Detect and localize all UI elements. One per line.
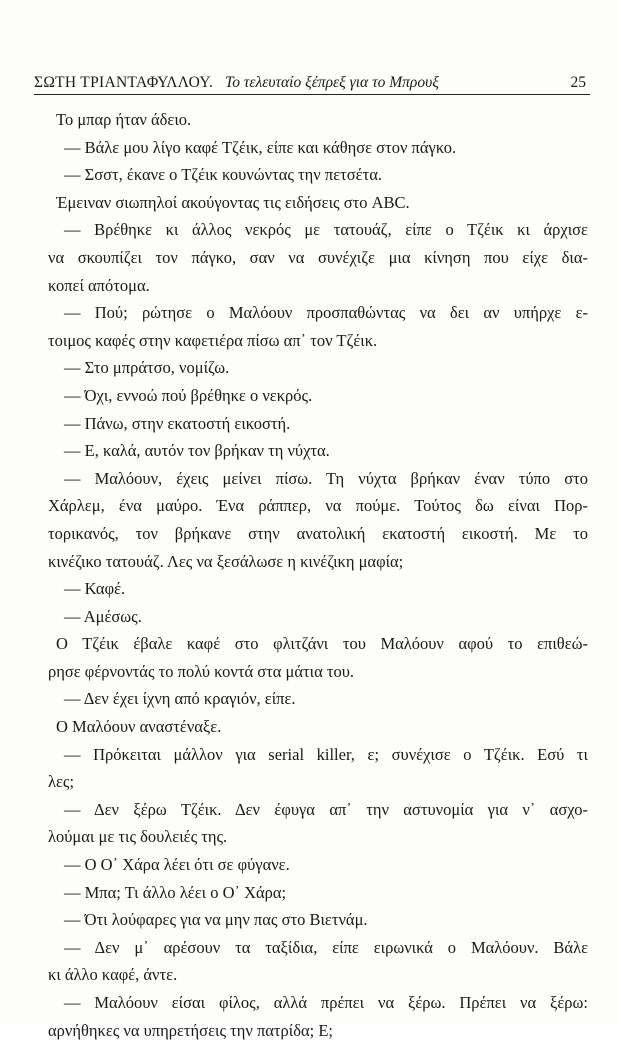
text-line: λούμαι με τις δουλειές της. <box>48 827 228 847</box>
running-head-book-title: Το τελευταίο ξέπρεξ για το Μπρουξ <box>225 74 439 91</box>
text-line: — Καφέ. <box>64 579 126 599</box>
text-line: Το μπαρ ήταν άδειο. <box>56 110 192 129</box>
text-line: Ο Μαλόουν αναστέναξε. <box>56 717 222 737</box>
text-line: τοιμος καφές στην καφετιέρα πίσω απ᾽ τον Τζέικ. <box>48 330 378 350</box>
text-line: — Πρόκειται μάλλον για serial killer, ε; συνέχισε ο Τζέικ. Εσύ τι <box>64 744 588 764</box>
text-line: κοπεί απότομα. <box>48 275 150 295</box>
text-line: Ο Τζέικ έβαλε καφέ στο φλιτζάνι του Μαλόουν αφού το επιθεώ- <box>56 634 588 654</box>
text-line: — Αμέσως. <box>64 606 142 626</box>
text-line: — Στο μπράτσο, νομίζω. <box>64 358 230 378</box>
running-head-author: ΣΩΤΗ ΤΡΙΑΝΤΑΦΥΛΛΟΥ. <box>34 74 214 91</box>
text-line: — Βρέθηκε κι άλλος νεκρός με τατουάζ, είπε ο Τζέικ κι άρχισε <box>64 220 588 240</box>
text-line: να σκουπίζει τον πάγκο, σαν να συνέχιζε μια κίνηση που είχε δια- <box>48 247 588 267</box>
text-line: — Μαλόουν είσαι φίλος, αλλά πρέπει να ξέρω. Πρέπει να ξέρω: <box>64 993 588 1012</box>
text-line: — Πάνω, στην εκατοστή εικοστή. <box>64 413 291 433</box>
text-line: ρησε φέρνοντάς το πολύ κοντά στα μάτια του. <box>48 661 355 681</box>
text-line: κι άλλο καφέ, άντε. <box>48 965 178 985</box>
running-head <box>34 72 590 95</box>
text-line: — Βάλε μου λίγο καφέ Τζέικ, είπε και κάθησε στον πάγκο. <box>64 137 457 157</box>
text-line: κινέζικο τατουάζ. Λες να ξεσάλωσε η κινέζικη μαφία; <box>48 551 404 571</box>
text-line: — Δεν έχει ίχνη από κραγιόν, είπε. <box>64 689 296 709</box>
text-line: — Μαλόουν, έχεις μείνει πίσω. Τη νύχτα βρήκαν έναν τύπο στο <box>64 468 588 488</box>
text-line: — Πού; ρώτησε ο Μαλόουν προσπαθώντας να δει αν υπήρχε ε- <box>64 303 588 323</box>
text-line: Χάρλεμ, ένα μαύρο. Ένα ράππερ, να πούμε. Τούτος δω είναι Πορ- <box>48 496 588 516</box>
text-line: — Δεν ξέρω Τζέικ. Δεν έφυγα απ᾽ την αστυνομία για ν᾽ ασχο- <box>64 799 588 819</box>
text-line: — Ε, καλά, αυτόν τον βρήκαν τη νύχτα. <box>64 441 330 461</box>
page-number: 25 <box>570 74 586 91</box>
body-text <box>48 106 588 1044</box>
text-line: — Ότι λούφαρες για να μην πας στο Βιετνάμ. <box>64 910 368 930</box>
text-line: — Μπα; Τι άλλο λέει ο Ο᾽ Χάρα; <box>64 882 287 902</box>
text-line: αρνήθηκες να υπηρετήσεις την πατρίδα; Ε; <box>48 1020 334 1040</box>
text-line: — Δεν μ᾽ αρέσουν τα ταξίδια, είπε ειρωνικά ο Μαλόουν. Βάλε <box>64 937 588 957</box>
text-line: — Ο Ο᾽ Χάρα λέει ότι σε φύγανε. <box>64 855 290 875</box>
text-line: — Όχι, εννοώ πού βρέθηκε ο νεκρός. <box>64 385 313 405</box>
text-line: τορικανός, τον βρήκανε στην ανατολική εκατοστή εικοστή. Με το <box>48 523 588 543</box>
text-line: Έμειναν σιωπηλοί ακούγοντας τις ειδήσεις στο ABC. <box>56 192 410 212</box>
text-line: — Σσστ, έκανε ο Τζέικ κουνώντας την πετσέτα. <box>64 165 382 185</box>
text-line: λες; <box>48 772 75 792</box>
